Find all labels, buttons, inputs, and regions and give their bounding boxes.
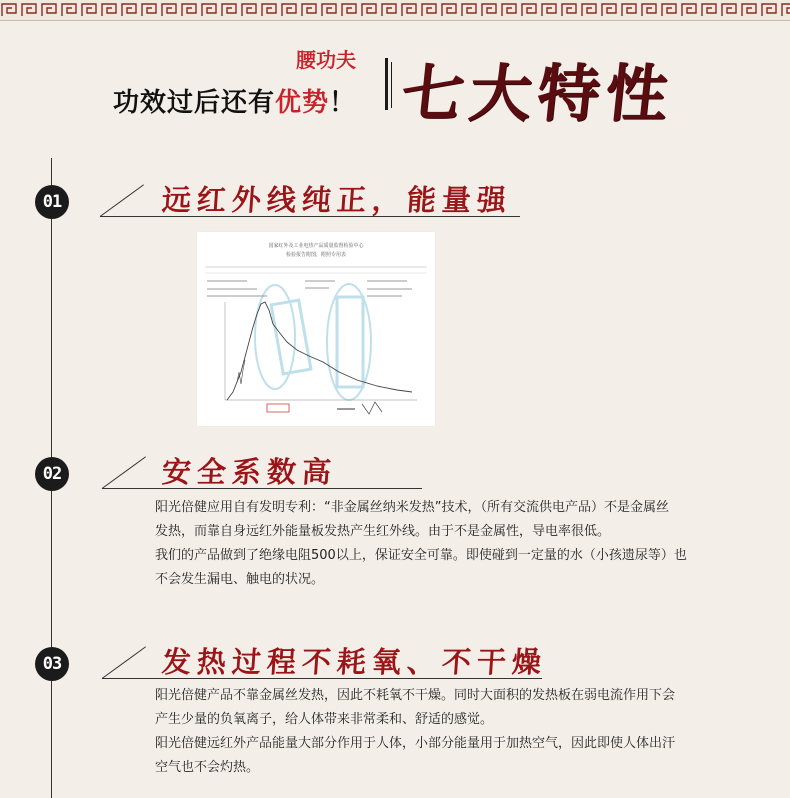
tagline [113, 82, 356, 119]
header [0, 20, 790, 140]
section-slash [100, 184, 144, 217]
paragraph-line: 空气也不会灼热。 [155, 760, 260, 775]
report-title-1: 国家红外及工业电热产品质量监督检验中心 [268, 243, 364, 249]
brand-label: 腰功夫 [296, 48, 356, 72]
paragraph-line: 阳光倍健远红外产品能量大部分作用于人体，小部分能量用于加热空气，因此即使人体出汗 [155, 736, 676, 751]
paragraph-line: 产生少量的负氧离子，给人体带来非常柔和、舒适的感觉。 [155, 712, 494, 727]
tagline-highlight: 优势 [275, 88, 330, 118]
section-title: 发热过程不耗氧、不干燥 [160, 645, 549, 679]
section-body [155, 684, 775, 780]
section-title: 安全系数高 [160, 455, 339, 489]
section-slash [102, 456, 146, 489]
section-number-badge: 01 [35, 185, 69, 219]
tagline-suffix: ！ [329, 88, 357, 118]
page-title: 七大特性 [397, 57, 678, 130]
section-body [155, 496, 775, 592]
paragraph-line: 我们的产品做到了绝缘电阻500以上，保证安全可靠。即使碰到一定量的水（小孩遗尿等）也 [155, 548, 687, 563]
section-slash [102, 646, 146, 679]
section-number-badge: 02 [35, 457, 69, 491]
paragraph-line: 阳光倍健应用自有发明专利：“非金属丝纳米发热”技术，（所有交流供电产品）不是金属丝 [155, 500, 669, 515]
section-number-badge: 03 [35, 647, 69, 681]
header-divider [385, 58, 388, 110]
report-title-2: 检验报告附图，附照专用表 [285, 252, 347, 258]
header-divider-thin [391, 62, 392, 108]
report-chart-graphic [197, 232, 435, 426]
tagline-prefix: 功效过后还有 [113, 88, 276, 118]
paragraph-line: 发热，而靠自身远红外能量板发热产生红外线。由于不是金属性，导电率很低。 [155, 524, 611, 539]
section-title: 远红外线纯正，能量强 [160, 183, 514, 217]
paragraph-line: 不会发生漏电、触电的状况。 [155, 572, 325, 587]
paragraph-line: 阳光倍健产品不靠金属丝发热，因此不耗氧不干燥。同时大面积的发热板在弱电流作用下会 [155, 688, 676, 703]
test-report-image [197, 232, 435, 426]
fret-pattern [0, 0, 790, 20]
decorative-border [0, 0, 790, 21]
